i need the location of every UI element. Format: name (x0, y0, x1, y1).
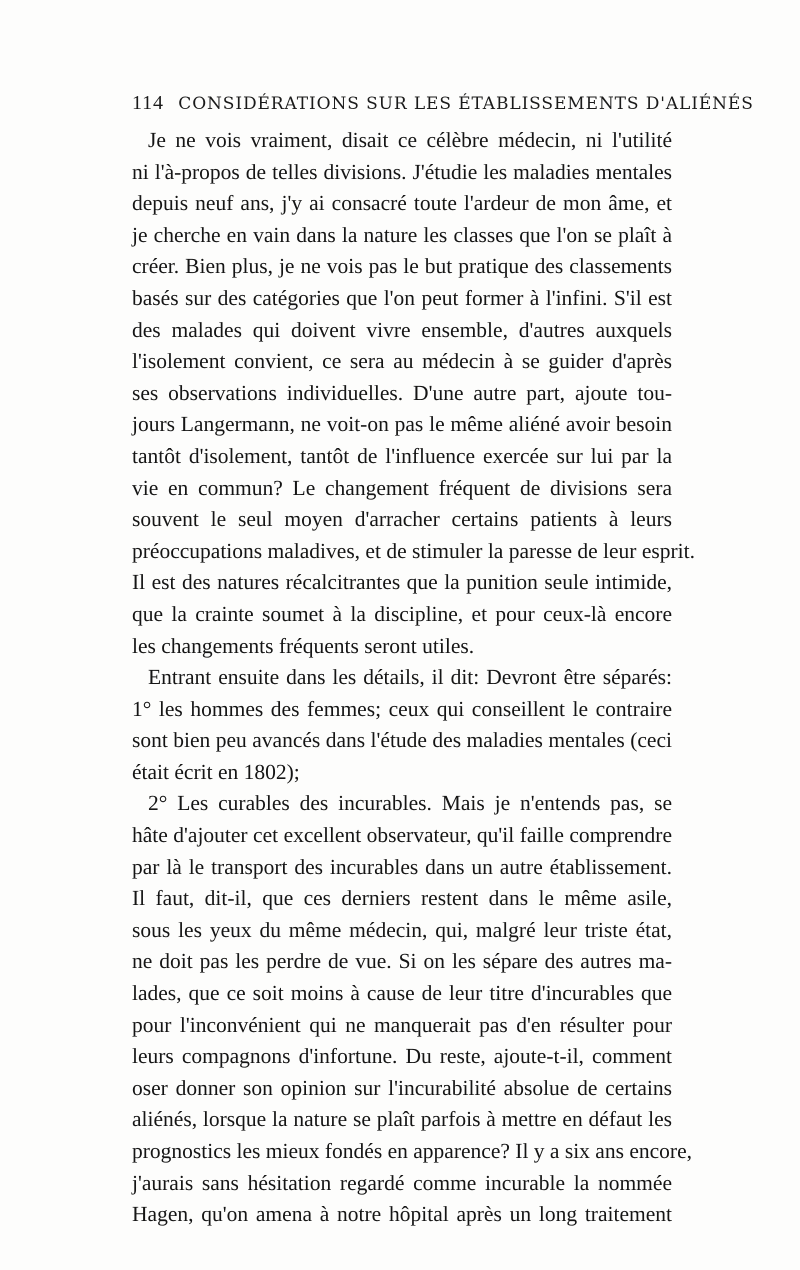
text-line: des malades qui doivent vivre ensemble, d'autres auxquels (132, 317, 672, 342)
text-line: que la crainte soumet à la discipline, et pour ceux-là encore (132, 601, 672, 626)
text-line: prognostics les mieux fondés en apparence? Il y a six ans encore, (132, 1139, 692, 1163)
running-title: CONSIDÉRATIONS SUR LES ÉTABLISSEMENTS D'ALIÉNÉS (178, 94, 754, 114)
text-line: Entrant ensuite dans les détails, il dit: Devront être séparés: (148, 665, 672, 690)
text-line: oser donner son opinion sur l'incurabilité absolue de certains (132, 1075, 672, 1100)
text-line: basés sur des catégories que l'on peut former à l'infini. S'il est (132, 285, 672, 310)
text-line: Hagen, qu'on amena à notre hôpital après un long traitement (132, 1202, 672, 1227)
text-line: 1° les hommes des femmes; ceux qui conseillent le contraire (132, 696, 672, 721)
text-line: ne doit pas les perdre de vue. Si on les sépare des autres ma- (132, 949, 672, 974)
text-line: vie en commun? Le changement fréquent de divisions sera (132, 475, 672, 500)
text-line: sous les yeux du même médecin, qui, malgré leur triste état, (132, 917, 672, 942)
text-line: l'isolement convient, ce sera au médecin à se guider d'après (132, 349, 672, 374)
text-line: sont bien peu avancés dans l'étude des maladies mentales (ceci (132, 728, 672, 753)
text-line: leurs compagnons d'infortune. Du reste, ajoute-t-il, comment (132, 1044, 672, 1069)
text-line: lades, que ce soit moins à cause de leur titre d'incurables que (132, 981, 672, 1006)
text-line: Il est des natures récalcitrantes que la punition seule intimide, (132, 570, 672, 595)
text-line: depuis neuf ans, j'y ai consacré toute l'ardeur de mon âme, et (132, 191, 672, 216)
text-line: était écrit en 1802); (132, 759, 300, 784)
text-line: créer. Bien plus, je ne vois pas le but pratique des classements (132, 254, 672, 279)
text-line: jours Langermann, ne voit-on pas le même aliéné avoir besoin (132, 412, 672, 437)
page-number: 114 (132, 92, 164, 114)
text-line: Je ne vois vraiment, disait ce célèbre médecin, ni l'utilité (148, 128, 672, 152)
body-text (132, 125, 695, 1231)
text-line: souvent le seul moyen d'arracher certains patients à leurs (132, 507, 672, 532)
text-line: tantôt d'isolement, tantôt de l'influence exercée sur lui par la (132, 443, 672, 468)
text-line: je cherche en vain dans la nature les classes que l'on se plaît à (132, 222, 672, 247)
text-line: j'aurais sans hésitation regardé comme incurable la nommée (132, 1170, 672, 1195)
text-line: ses observations individuelles. D'une autre part, ajoute tou- (132, 380, 672, 405)
text-line: pour l'inconvénient qui ne manquerait pas d'en résulter pour (132, 1012, 672, 1037)
text-line: 2° Les curables des incurables. Mais je n'entends pas, se (148, 791, 672, 816)
running-head (132, 92, 754, 122)
text-line: hâte d'ajouter cet excellent observateur, qu'il faille comprendre (132, 823, 672, 848)
text-line: préoccupations maladives, et de stimuler la paresse de leur esprit. (132, 538, 695, 563)
text-line: par là le transport des incurables dans un autre établissement. (132, 854, 672, 879)
text-line: les changements fréquents seront utiles. (132, 633, 475, 658)
text-line: aliénés, lorsque la nature se plaît parfois à mettre en défaut les (132, 1107, 672, 1132)
text-line: Il faut, dit-il, que ces derniers restent dans le même asile, (132, 886, 672, 911)
text-line: ni l'à-propos de telles divisions. J'étudie les maladies mentales (132, 159, 672, 184)
